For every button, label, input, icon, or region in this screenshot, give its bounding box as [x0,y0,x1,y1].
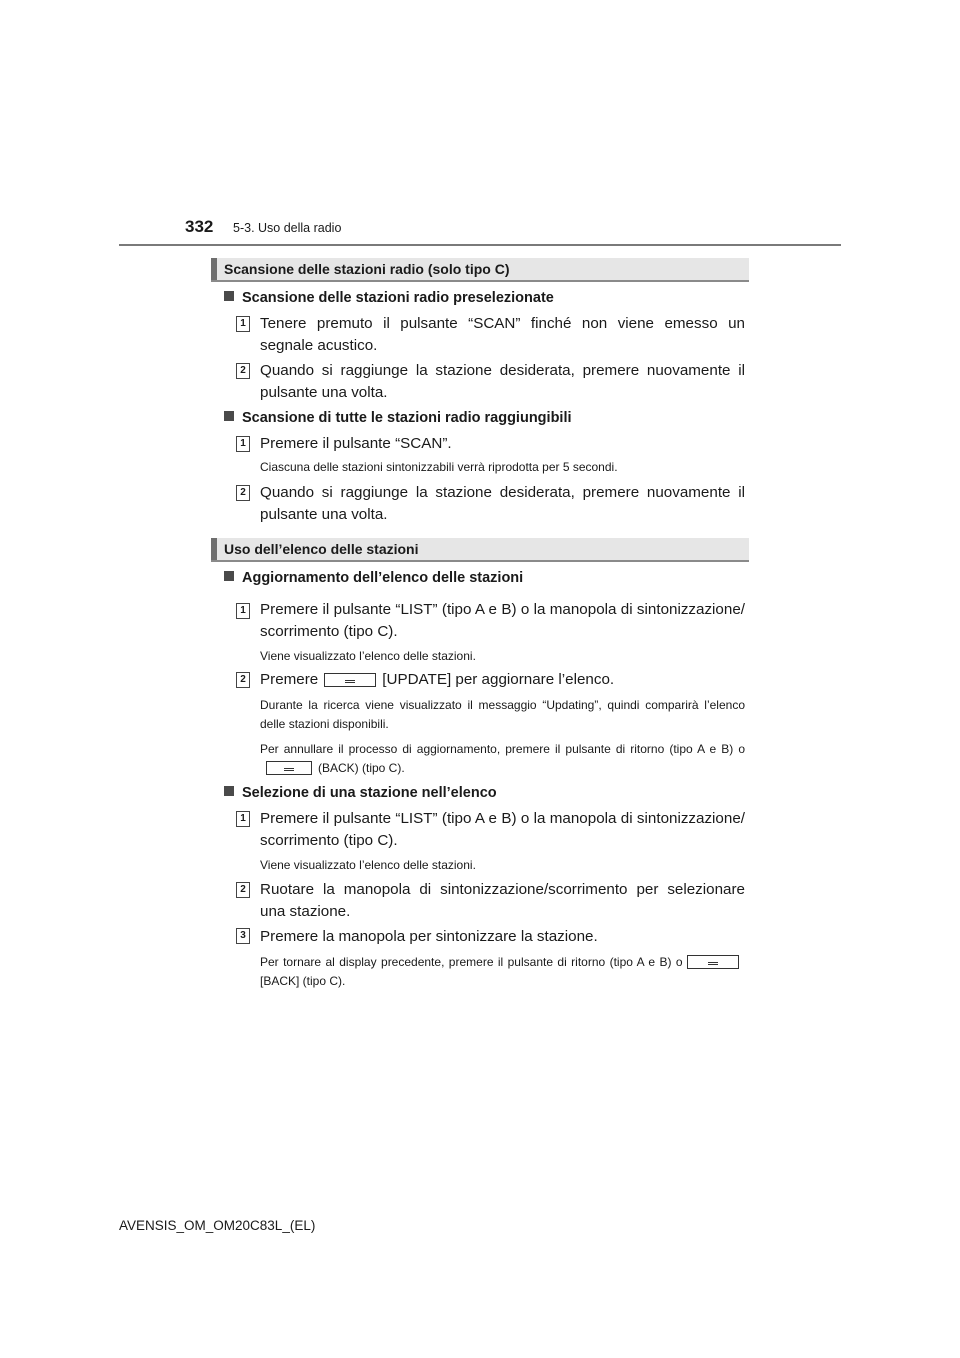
step-number: 1 [236,811,250,827]
step-number: 2 [236,672,250,688]
section-heading-text: Scansione delle stazioni radio (solo tipo C) [224,261,510,277]
square-bullet-icon [224,411,234,421]
step-note: Viene visualizzato l’elenco delle stazioni. [260,649,476,663]
step-number: 1 [236,436,250,452]
document-code: AVENSIS_OM_OM20C83L_(EL) [119,1218,316,1233]
subsection-heading-text: Scansione delle stazioni radio preselezionate [242,290,554,306]
step-text: Tenere premuto il pulsante “SCAN” finché non viene emesso un segnale acustico. [260,315,745,354]
subsection-heading-text: Scansione di tutte le stazioni radio raggiungibili [242,410,572,426]
section-heading-text: Uso dell’elenco delle stazioni [224,541,419,557]
square-bullet-icon [224,786,234,796]
back-button-icon [687,955,739,969]
subsection-heading-text: Selezione di una stazione nell’elenco [242,785,497,801]
page-number: 332 [185,217,214,236]
step-text: Premere la manopola per sintonizzare la stazione. [260,928,598,945]
step-number: 2 [236,485,250,501]
section-heading [211,258,749,282]
step-text: Premere il pulsante “SCAN”. [260,435,452,452]
step-text: Ruotare la manopola di sintonizzazione/scorrimento per selezionare una stazione. [260,881,745,920]
step-text: Premere il pulsante “LIST” (tipo A e B) o la manopola di sintonizzazione/ scorrimento (tipo C). [260,601,745,640]
step-note: Durante la ricerca viene visualizzato il messaggio “Updating”, quindi comparirà l’elenco delle stazioni disponibili. [260,698,745,731]
step-note-after: [BACK] (tipo C). [260,974,346,988]
section-heading [211,538,749,562]
step-number: 2 [236,882,250,898]
square-bullet-icon [224,291,234,301]
step-text-after: [UPDATE] per aggiornare l’elenco. [382,671,615,688]
back-button-icon [266,761,312,775]
step-text [260,669,745,691]
step-number: 1 [236,316,250,332]
step-note: Ciascuna delle stazioni sintonizzabili verrà riprodotta per 5 secondi. [260,460,618,474]
step-number: 1 [236,603,250,619]
step-note [260,740,745,778]
subsection-heading [224,570,523,586]
step-text: Premere il pulsante “LIST” (tipo A e B) o la manopola di sintonizzazione/ scorrimento (tipo C). [260,810,745,849]
step-number: 2 [236,363,250,379]
step-text-before: Premere [260,671,319,688]
header-rule [119,244,841,246]
step-note-after: (BACK) (tipo C). [318,761,405,775]
step-note-before: Per annullare il processo di aggiornamento, premere il pulsante di ritorno (tipo A e B) o [260,742,745,756]
step-note [260,953,745,991]
step-note-before: Per tornare al display precedente, premere il pulsante di ritorno (tipo A e B) o [260,955,683,969]
step-note: Viene visualizzato l’elenco delle stazioni. [260,858,476,872]
chapter-title: 5-3. Uso della radio [233,221,342,235]
update-button-icon [324,673,376,687]
step-number: 3 [236,928,250,944]
step-text: Quando si raggiunge la stazione desiderata, premere nuovamente il pulsante una volta. [260,484,745,523]
subsection-heading [224,410,572,426]
subsection-heading [224,290,554,306]
square-bullet-icon [224,571,234,581]
subsection-heading-text: Aggiornamento dell’elenco delle stazioni [242,570,524,586]
step-text: Quando si raggiunge la stazione desiderata, premere nuovamente il pulsante una volta. [260,362,745,401]
subsection-heading [224,785,497,801]
